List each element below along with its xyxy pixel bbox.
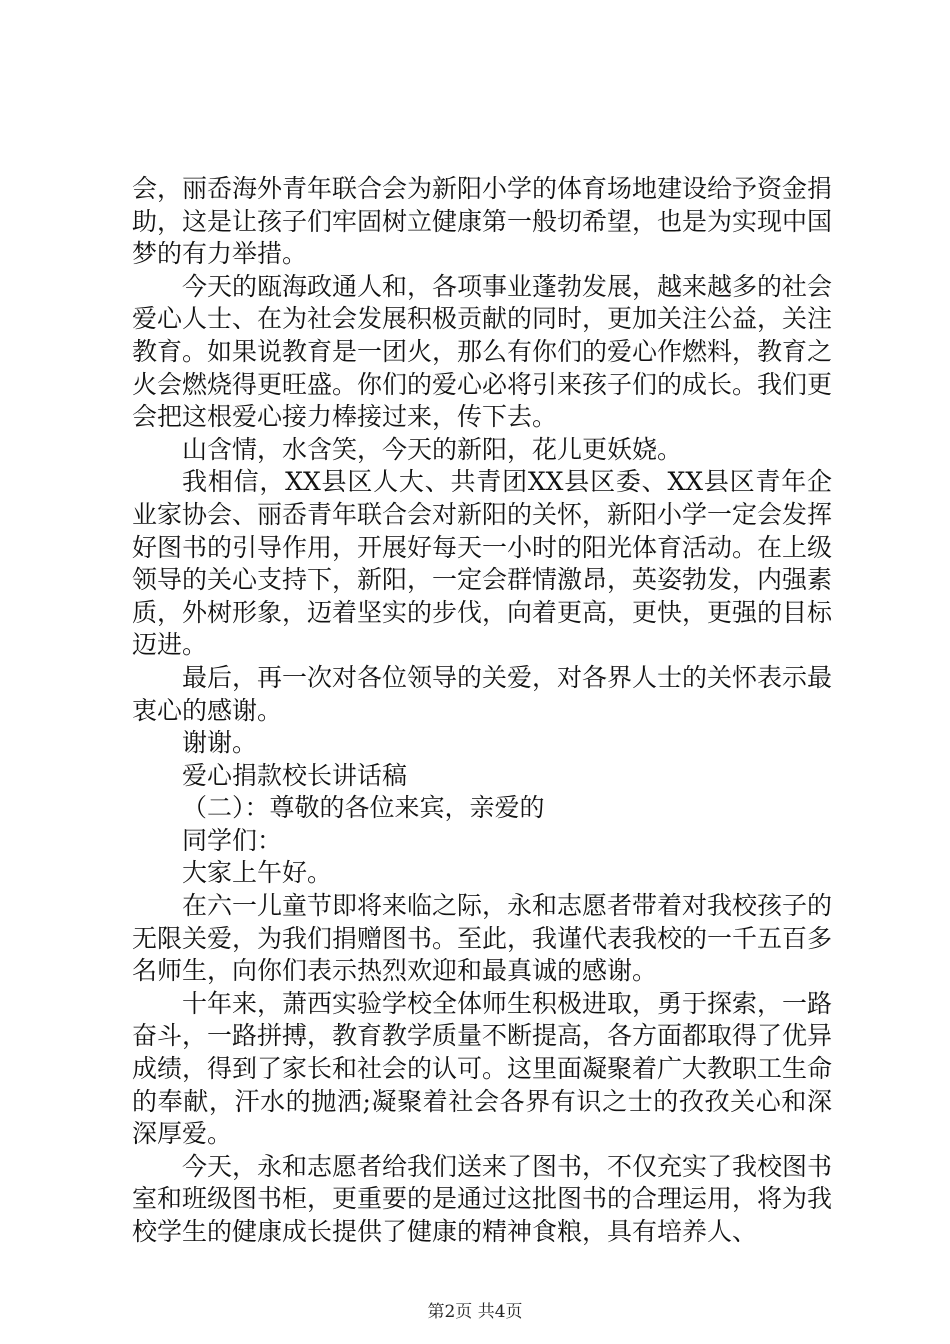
paragraph: 今天的瓯海政通人和，各项事业蓬勃发展，越来越多的社会爱心人士、在为社会发展积极贡献的同时，更加关注公益，关注教育。如果说教育是一团火，那么有你们的爱心作燃料，教育之火会燃烧得更旺盛。你们的爱心必将引来孩子们的成长。我们更会把这根爱心接力棒接过来，传下去。 — [132, 271, 833, 432]
paragraph: 十年来，萧西实验学校全体师生积极进取，勇于探索，一路奋斗，一路拼搏，教育教学质量不断提高，各方面都取得了优异成绩，得到了家长和社会的认可。这里面凝聚着广大教职工生命的奉献，汗水的抛洒;凝聚着社会各界有识之士的孜孜关心和深深厚爱。 — [132, 988, 833, 1149]
salutation: （二）：尊敬的各位来宾，亲爱的 — [182, 793, 545, 823]
greeting: 大家上午好。 — [182, 858, 333, 888]
paragraph: 山含情，水含笑，今天的新阳，花儿更妖娆。 — [182, 434, 683, 464]
salutation: 同学们： — [182, 825, 283, 855]
paragraph: 最后，再一次对各位领导的关爱，对各界人士的关怀表示最衷心的感谢。 — [132, 662, 833, 725]
document-body — [132, 173, 832, 1249]
section-title: 爱心捐款校长讲话稿 — [182, 760, 408, 790]
paragraph: 会，丽岙海外青年联合会为新阳小学的体育场地建设给予资金捐助，这是让孩子们牢固树立健康第一般切希望，也是为实现中国梦的有力举措。 — [132, 174, 833, 269]
paragraph: 谢谢。 — [182, 728, 258, 758]
paragraph: 在六一儿童节即将来临之际，永和志愿者带着对我校孩子的无限关爱，为我们捐赠图书。至此，我谨代表我校的一千五百多名师生，向你们表示热烈欢迎和最真诚的感谢。 — [132, 891, 833, 986]
paragraph: 我相信，XX县区人大、共青团XX县区委、XX县区青年企业家协会、丽岙青年联合会对新阳的关怀，新阳小学一定会发挥好图书的引导作用，开展好每天一小时的阳光体育活动。在上级领导的关心支持下，新阳，一定会群情激昂，英姿勃发，内强素质，外树形象，迈着坚实的步伐，向着更高，更快，更强的目标迈进。 — [132, 467, 833, 660]
page-number-footer: 第2页 共4页 — [427, 1302, 523, 1322]
paragraph: 今天，永和志愿者给我们送来了图书，不仅充实了我校图书室和班级图书柜，更重要的是通过这批图书的合理运用，将为我校学生的健康成长提供了健康的精神食粮，具有培养人、 — [132, 1151, 833, 1246]
